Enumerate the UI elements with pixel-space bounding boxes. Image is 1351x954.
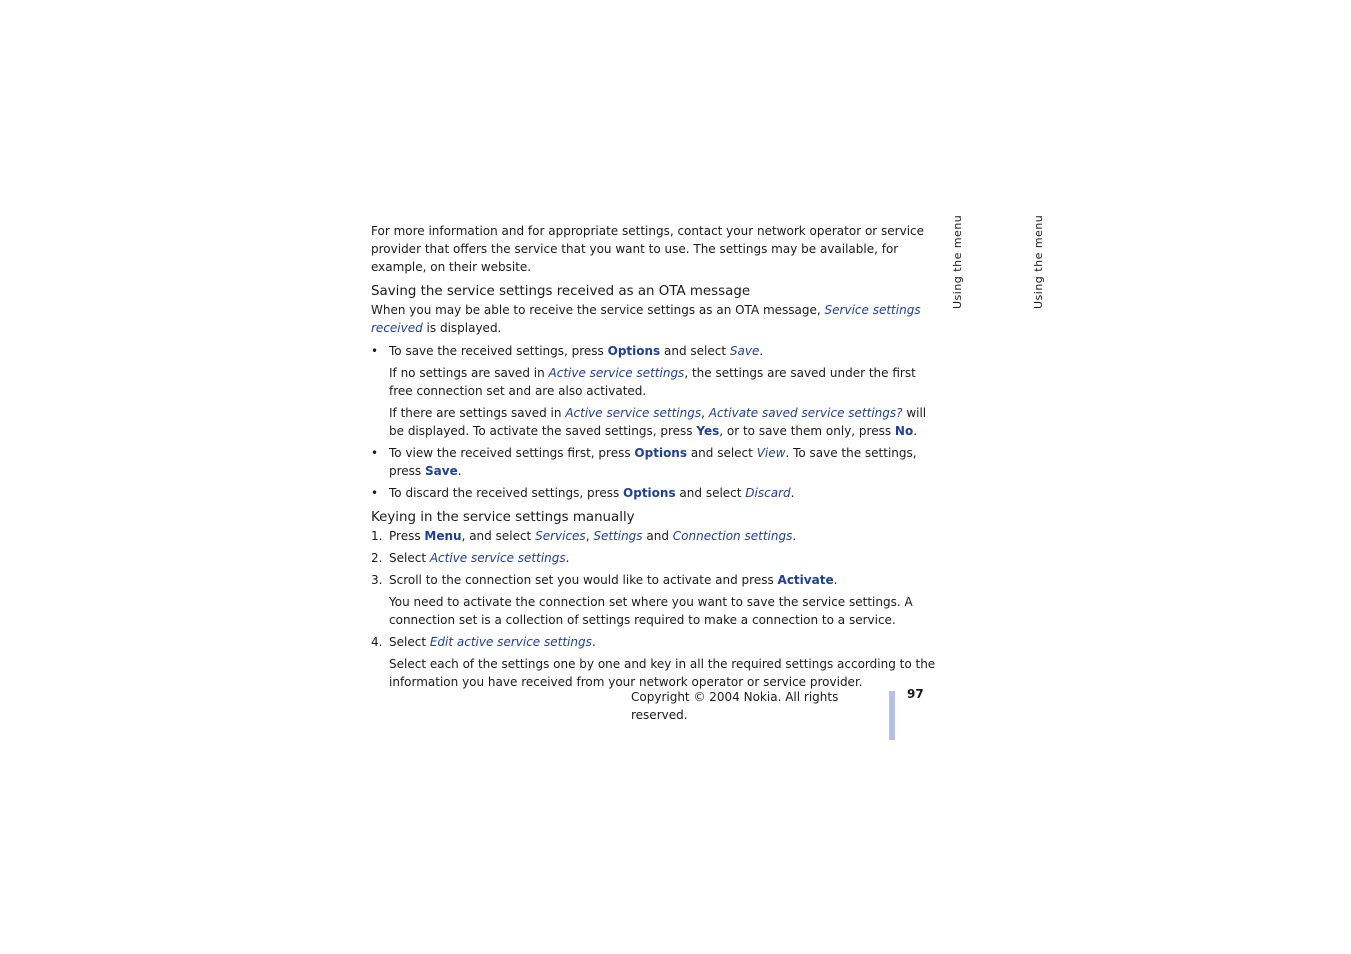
menu-term: Discard bbox=[745, 486, 791, 500]
copyright-notice: Copyright © 2004 Nokia. All rights reserved. bbox=[631, 690, 839, 722]
menu-term: Settings bbox=[593, 529, 643, 543]
step-3-note: You need to activate the connection set where you want to save the service settings. A connection set is a collection of settings required to make a connection to a service. bbox=[389, 595, 913, 627]
text: . bbox=[833, 573, 838, 587]
step-number: 1. bbox=[371, 529, 383, 543]
text: . bbox=[790, 486, 795, 500]
menu-term: Service settings received bbox=[371, 303, 921, 335]
page-number: 97 bbox=[907, 687, 924, 701]
text: . bbox=[591, 635, 596, 649]
text: . bbox=[913, 424, 918, 438]
menu-term: Activate saved service settings? bbox=[708, 406, 903, 420]
key-label: Options bbox=[623, 486, 676, 500]
side-tab-label: Using the menu bbox=[951, 214, 964, 309]
text: is displayed. bbox=[422, 321, 502, 335]
note-existing-settings bbox=[371, 404, 937, 440]
text: If no settings are saved in bbox=[389, 366, 549, 380]
text: , the settings are saved under the first free connection set and are also activated. bbox=[389, 366, 916, 398]
step-3 bbox=[371, 571, 937, 589]
text: and select bbox=[687, 446, 757, 460]
menu-term: Active service settings bbox=[565, 406, 702, 420]
key-label: No bbox=[894, 424, 914, 438]
text: Press bbox=[389, 529, 425, 543]
menu-term: Active service settings bbox=[429, 551, 566, 565]
step-number: 2. bbox=[371, 551, 383, 565]
text: Select bbox=[389, 635, 430, 649]
text: , and select bbox=[461, 529, 536, 543]
menu-term: View bbox=[756, 446, 786, 460]
step-4 bbox=[371, 633, 937, 651]
step-number: 3. bbox=[371, 573, 383, 587]
note-no-settings bbox=[371, 364, 937, 400]
text: . bbox=[792, 529, 797, 543]
step-1 bbox=[371, 527, 937, 545]
text: . bbox=[457, 464, 462, 478]
text: , bbox=[701, 406, 709, 420]
page-edge-bar bbox=[889, 691, 895, 740]
text: Select bbox=[389, 551, 430, 565]
text: and bbox=[642, 529, 673, 543]
step-4-note: Select each of the settings one by one and key in all the required settings according to the information you have received from your network operator or service provider. bbox=[389, 657, 936, 689]
text: To view the received settings first, press bbox=[389, 446, 635, 460]
text: To save the received settings, press bbox=[389, 344, 608, 358]
menu-term: Save bbox=[729, 344, 760, 358]
menu-term: Edit active service settings bbox=[429, 635, 592, 649]
text: , bbox=[585, 529, 594, 543]
text: To discard the received settings, press bbox=[389, 486, 624, 500]
text: . bbox=[565, 551, 570, 565]
ota-lead-paragraph bbox=[371, 301, 937, 337]
step-number: 4. bbox=[371, 635, 383, 649]
step-2 bbox=[371, 549, 937, 567]
text: If there are settings saved in bbox=[389, 406, 566, 420]
key-label: Menu bbox=[424, 529, 462, 543]
intro-paragraph: For more information and for appropriate settings, contact your network operator or service provider that offers the service that you want to use. The settings may be available, for example, on their website. bbox=[371, 224, 925, 274]
bullet-mark: • bbox=[371, 446, 379, 460]
bullet-discard bbox=[371, 484, 937, 502]
text: and select bbox=[660, 344, 730, 358]
text: Scroll to the connection set you would like to activate and press bbox=[389, 573, 778, 587]
text: When you may be able to receive the service settings as an OTA message, bbox=[371, 303, 825, 317]
key-label: Activate bbox=[777, 573, 834, 587]
key-label: Options bbox=[607, 344, 661, 358]
side-tab-label: Using the menu bbox=[1032, 214, 1045, 309]
text: , or to save them only, press bbox=[719, 424, 895, 438]
key-label: Save bbox=[425, 464, 458, 478]
bullet-save bbox=[371, 342, 937, 360]
text: . bbox=[759, 344, 764, 358]
manual-section-heading: Keying in the service settings manually bbox=[371, 510, 635, 525]
key-label: Yes bbox=[696, 424, 720, 438]
ota-section-heading: Saving the service settings received as an OTA message bbox=[371, 284, 751, 299]
menu-term: Connection settings bbox=[672, 529, 793, 543]
text: . To save the settings, press bbox=[389, 446, 917, 478]
menu-term: Services bbox=[535, 529, 586, 543]
menu-term: Active service settings bbox=[548, 366, 685, 380]
text: and select bbox=[675, 486, 746, 500]
bullet-mark: • bbox=[371, 486, 379, 500]
page-content bbox=[371, 222, 937, 695]
key-label: Options bbox=[634, 446, 687, 460]
bullet-mark: • bbox=[371, 344, 379, 358]
text: will be displayed. To activate the saved settings, press bbox=[389, 406, 927, 438]
bullet-view bbox=[371, 444, 937, 480]
